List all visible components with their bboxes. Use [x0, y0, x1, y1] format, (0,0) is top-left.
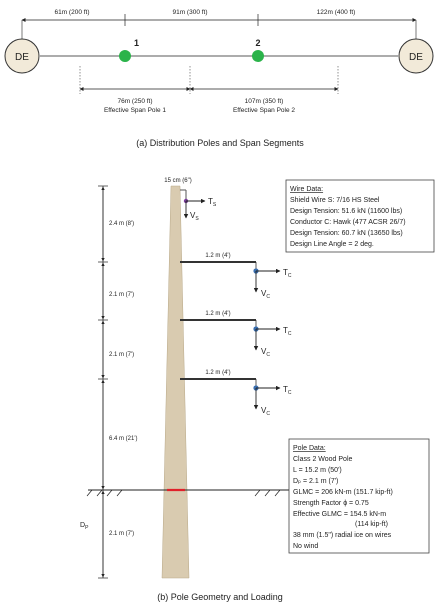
ground-hatch-left — [87, 490, 122, 496]
span-diagram — [5, 9, 433, 148]
pole-data-line-2: L = 15.2 m (50') — [293, 467, 342, 474]
pole-geometry — [80, 178, 300, 602]
caption-b: (b) Pole Geometry and Loading — [157, 592, 283, 602]
pole-data-line-9: No wind — [293, 543, 319, 550]
crossarm-3-label: 1.2 m (4') — [205, 370, 231, 376]
dim-label-5: 2.1 m (7') — [109, 531, 135, 537]
wood-pole — [162, 186, 189, 578]
caption-a: (a) Distribution Poles and Span Segments — [136, 138, 304, 148]
tc-label-3: $T_C$ — [283, 385, 292, 396]
pole-data-title: Pole Data: — [293, 445, 326, 452]
tc-label-2: $T_C$ — [283, 326, 292, 337]
top-width-label: 15 cm (6") — [164, 178, 192, 184]
vc-label-1: $V_C$ — [261, 289, 270, 300]
dp-label: $D_P$ — [80, 522, 89, 531]
wire-data-line-5: Design Line Angle = 2 deg. — [290, 241, 374, 248]
pole-1-label: 1 — [134, 38, 140, 48]
ts-label: $T_S$ — [208, 197, 217, 208]
pole-data-line-1: Class 2 Wood Pole — [293, 456, 353, 463]
wire-data-line-1: Shield Wire S: 7/16 HS Steel — [290, 197, 380, 204]
effective-span-2-length: 107m (350 ft) — [244, 98, 284, 105]
pole-2-label: 2 — [255, 38, 261, 48]
segment-2-length: 91m (300 ft) — [172, 9, 208, 16]
vc-label-3: $V_C$ — [261, 406, 270, 417]
pole-data-line-7: (114 kip-ft) — [355, 521, 388, 528]
wire-data-box — [286, 180, 434, 252]
wire-data-line-2: Design Tension: 51.6 kN (11600 lbs) — [290, 208, 403, 215]
crossarm-1-label: 1.2 m (4') — [205, 253, 231, 259]
dim-label-4: 6.4 m (21') — [109, 436, 138, 442]
pole-data-line-3: Dₚ = 2.1 m (7') — [293, 478, 339, 485]
ground-hatch-right — [255, 490, 280, 496]
effective-span-1-length: 76m (250 ft) — [117, 98, 153, 105]
dim-label-1: 2.4 m (8') — [109, 221, 135, 227]
pole-1-node — [119, 50, 131, 62]
tc-label-1: $T_C$ — [283, 268, 292, 279]
wire-data-line-3: Conductor C: Hawk (477 ACSR 26/7) — [290, 219, 406, 226]
pole-2-node — [252, 50, 264, 62]
dim-label-2: 2.1 m (7') — [109, 292, 135, 298]
dim-label-3: 2.1 m (7') — [109, 352, 135, 358]
pole-data-line-5: Strength Factor ϕ = 0.75 — [293, 500, 369, 507]
pole-data-box — [289, 439, 429, 553]
segment-3-length: 122m (400 ft) — [316, 9, 356, 16]
vc-label-2: $V_C$ — [261, 347, 270, 358]
effective-span-1-name: Effective Span Pole 1 — [103, 107, 167, 114]
wire-data-line-4: Design Tension: 60.7 kN (13650 lbs) — [290, 230, 403, 237]
segment-1-length: 61m (200 ft) — [54, 9, 90, 16]
crossarm-2-label: 1.2 m (4') — [205, 311, 231, 317]
effective-span-2-name: Effective Span Pole 2 — [232, 107, 296, 114]
vs-label: $V_S$ — [190, 211, 199, 222]
dead-end-left-label: DE — [15, 52, 29, 63]
pole-data-line-4: GLMC = 206 kN-m (151.7 kip-ft) — [293, 489, 393, 496]
pole-data-line-6: Effective GLMC = 154.5 kN-m — [293, 511, 387, 518]
pole-data-line-8: 38 mm (1.5") radial ice on wires — [293, 532, 392, 539]
dead-end-right-label: DE — [409, 52, 423, 63]
wire-data-title: Wire Data: — [290, 186, 324, 193]
